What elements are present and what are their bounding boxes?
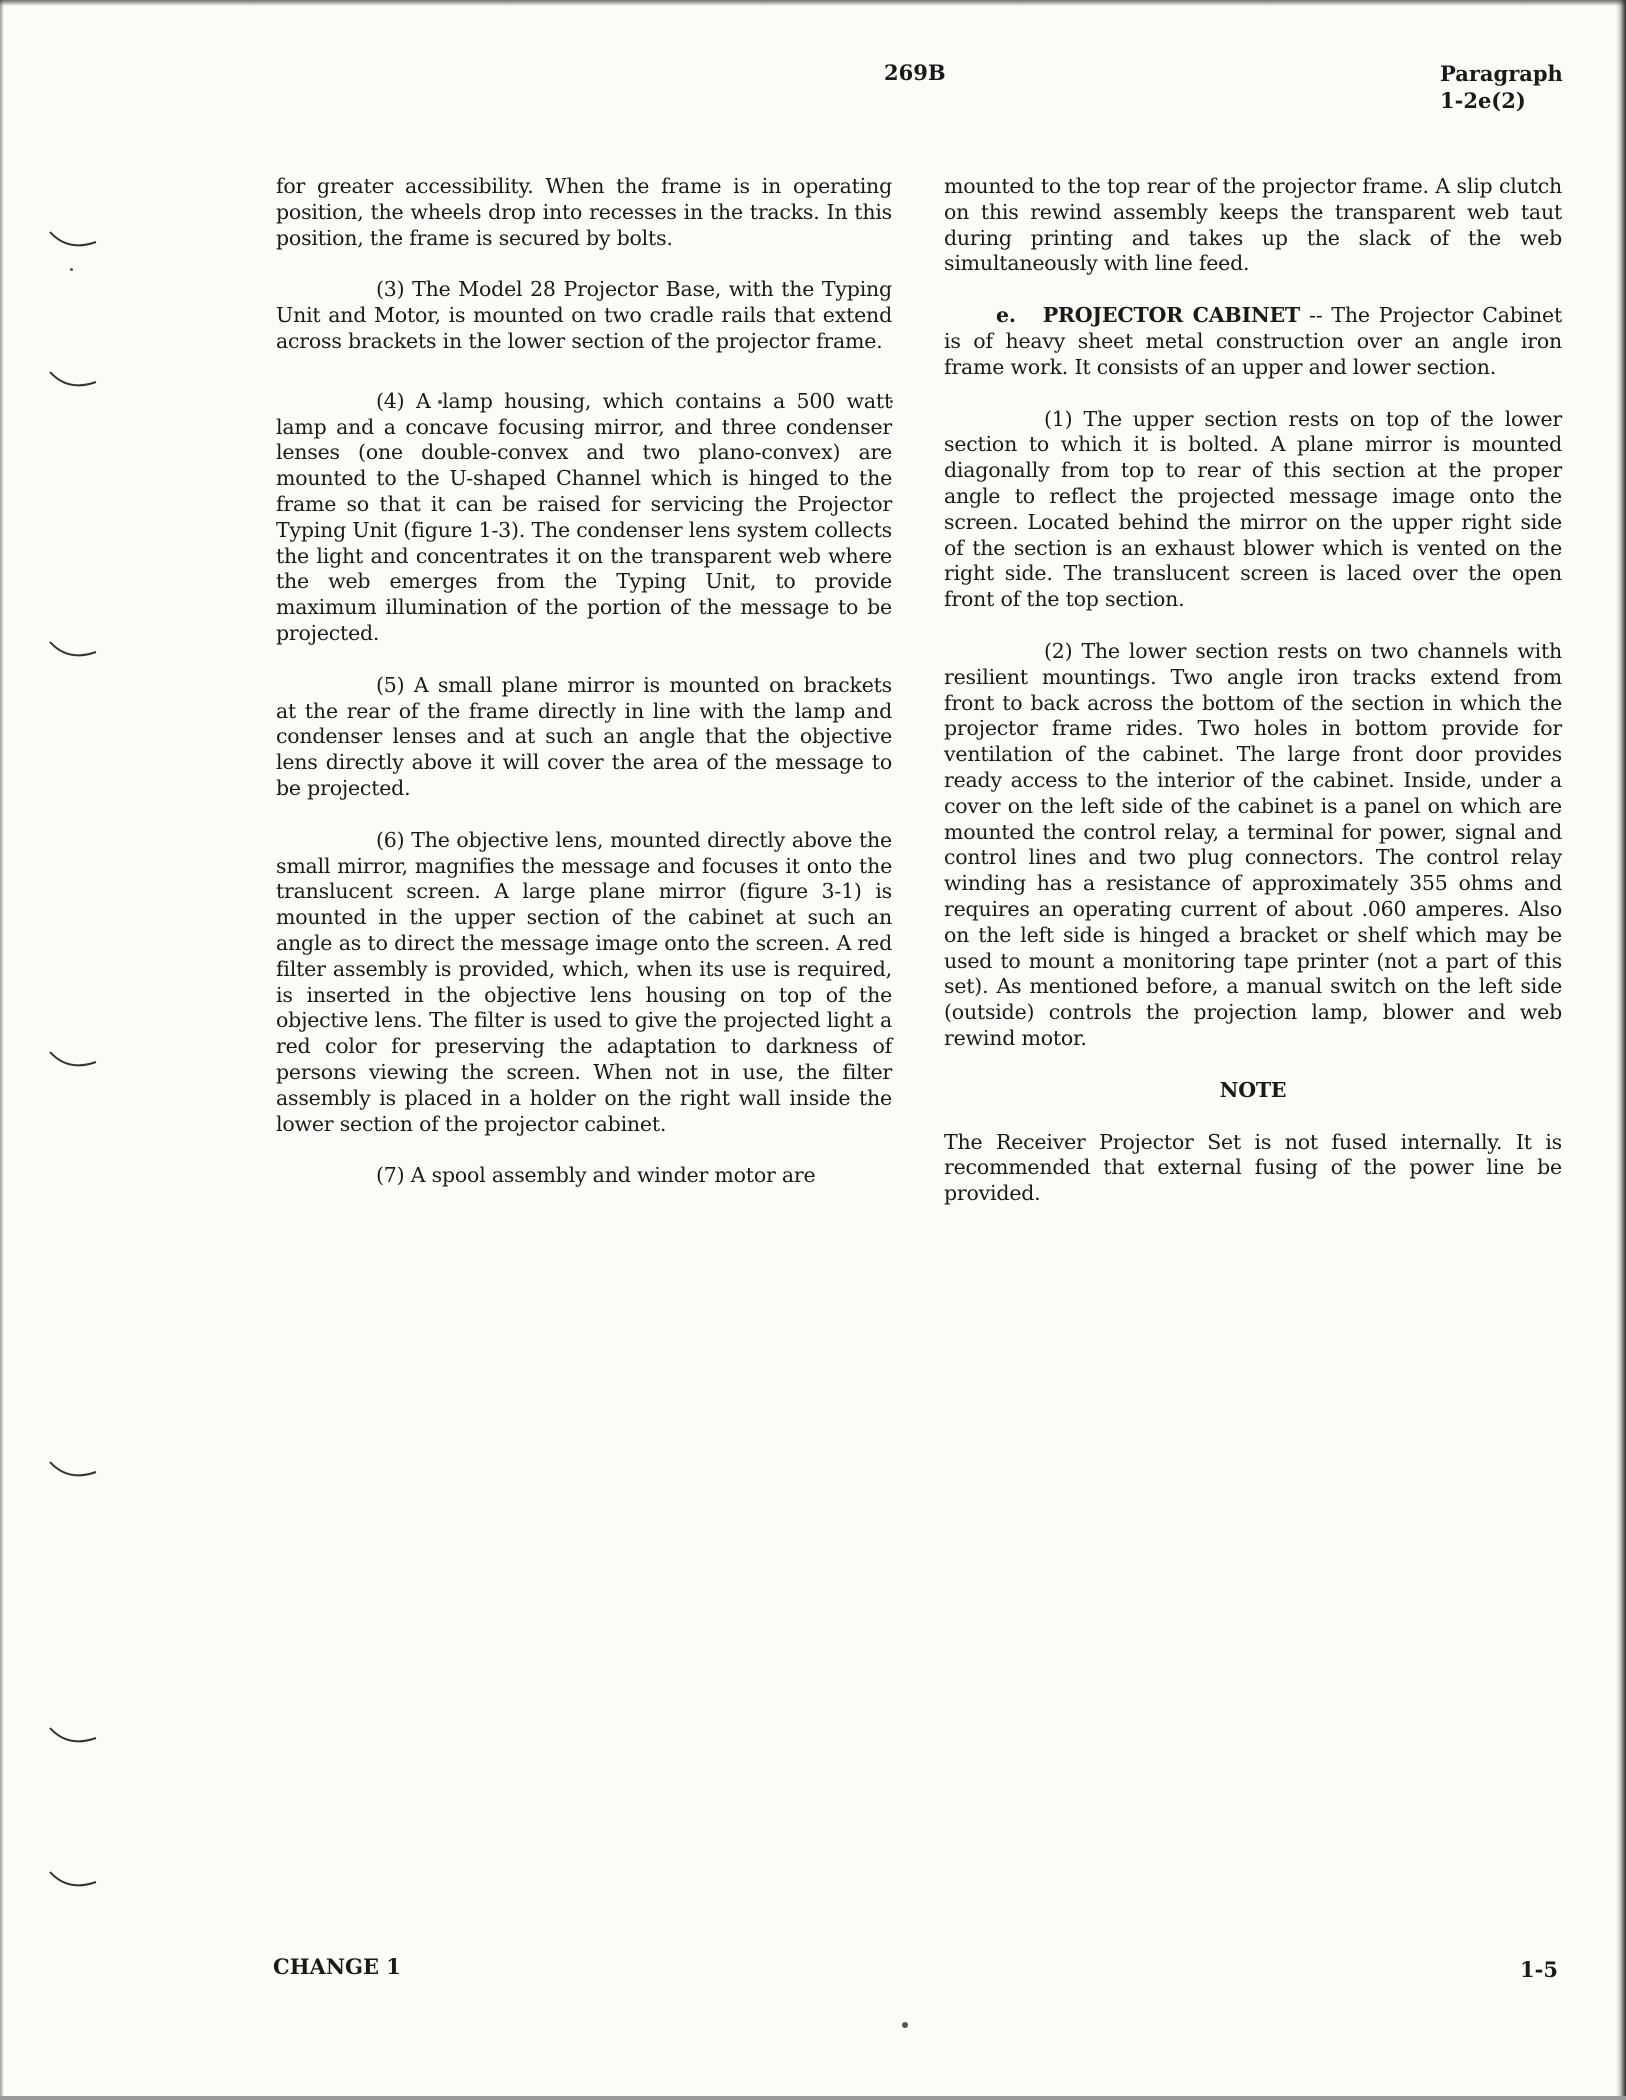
punch-hole-mark bbox=[46, 1862, 98, 1898]
punch-hole-mark bbox=[46, 222, 98, 258]
left-column bbox=[276, 174, 892, 1215]
paragraph: (6) The objective lens, mounted directly above the small mirror, magnifies the message and focuses it onto the translucent screen. A large plane mirror (figure 3-1) is mounted in the upper section of the cabinet at such an angle as to direct the message image onto the screen. A red filter assembly is provided, which, when its use is required, is inserted in the objective lens housing on top of the objective lens. The filter is used to give the projected light a red color for preserving the adaptation to darkness of persons viewing the screen. When not in use, the filter assembly is placed in a holder on the right wall inside the lower section of the projector cabinet. bbox=[276, 827, 892, 1136]
punch-hole-mark bbox=[46, 1718, 98, 1754]
scan-border-right bbox=[1616, 0, 1626, 2100]
punch-hole-mark bbox=[46, 1042, 98, 1078]
paragraph: for greater accessibility. When the frame is in operating position, the wheels drop into recesses in the tracks. In this position, the frame is secured by bolts. bbox=[276, 174, 892, 250]
change-label: CHANGE 1 bbox=[273, 1954, 401, 1979]
punch-hole-mark bbox=[46, 362, 98, 398]
right-column bbox=[944, 174, 1562, 1233]
punch-hole-mark bbox=[46, 1452, 98, 1488]
paragraph: (1) The upper section rests on top of the lower section to which it is bolted. A plane mirror is mounted diagonally from top to rear of this section at the proper angle to reflect the projected message image onto the screen. Located behind the mirror on the upper right side of the section is an exhaust blower which is vented on the right side. The translucent screen is laced over the open front of the top section. bbox=[944, 406, 1562, 612]
scan-border-top bbox=[0, 0, 1626, 6]
paragraph: (7) A spool assembly and winder motor are bbox=[376, 1163, 816, 1188]
paragraph-label: Paragraph bbox=[1440, 61, 1563, 86]
scan-border-left bbox=[0, 0, 4, 2100]
paragraph: mounted to the top rear of the projector frame. A slip clutch on this rewind assembly keeps the transparent web taut during printing and takes up the slack of the web simultaneously with line feed. bbox=[944, 174, 1562, 276]
note-text: The Receiver Projector Set is not fused internally. It is recommended that external fusing of the power line be provided. bbox=[944, 1129, 1562, 1206]
section-paragraph bbox=[944, 303, 1562, 380]
paragraph-number: 1-2e(2) bbox=[1440, 88, 1526, 113]
paragraph: (3) The Model 28 Projector Base, with the Typing Unit and Motor, is mounted on two cradle rails that extend across brackets in the lower section of the projector frame. bbox=[276, 277, 892, 353]
scan-speck bbox=[70, 268, 73, 271]
scan-border-bottom bbox=[0, 2096, 1626, 2100]
document-id: 269B bbox=[884, 60, 946, 85]
section-label: e. bbox=[996, 303, 1016, 328]
paragraph: (5) A small plane mirror is mounted on brackets at the rear of the frame directly in line with the lamp and condenser lenses and at such an angle that the objective lens directly above it will cover the area of the message to be projected. bbox=[276, 672, 892, 800]
paragraph: (4) A lamp housing, which contains a 500 watt lamp and a concave focusing mirror, and three condenser lenses (one double-convex and two plano-convex) are mounted to the U-shaped Channel which is hinged to the frame so that it can be raised for servicing the Projector Typing Unit (figure 1-3). The condenser lens system collects the light and concentrates it on the transparent web where the web emerges from the Typing Unit, to provide maximum illumination of the portion of the message to be projected. bbox=[276, 388, 892, 645]
punch-hole-mark bbox=[46, 632, 98, 668]
section-text: -- The Projector Cabinet is of heavy sheet metal construction over an angle iron frame work. It consists of an upper and lower section. bbox=[944, 303, 1563, 379]
section-heading: PROJECTOR CABINET bbox=[1042, 303, 1300, 328]
note-heading: NOTE bbox=[1219, 1077, 1287, 1102]
scan-speck bbox=[902, 2022, 908, 2028]
paragraph: (2) The lower section rests on two channels with resilient mountings. Two angle iron tracks extend from front to back across the bottom of the section in which the projector frame rides. Two holes in bottom provide for ventilation of the cabinet. The large front door provides ready access to the interior of the cabinet. Inside, under a cover on the left side of the cabinet is a panel on which are mounted the control relay, a terminal for power, signal and control lines and two plug connectors. The control relay winding has a resistance of approximately 355 ohms and requires an operating current of about .060 amperes. Also on the left side is hinged a bracket or shelf which may be used to mount a monitoring tape printer (not a part of this set). As mentioned before, a manual switch on the left side (outside) controls the projection lamp, blower and web rewind motor. bbox=[944, 638, 1562, 1050]
paragraph-reference bbox=[1440, 60, 1563, 114]
page-number: 1-5 bbox=[1520, 1957, 1558, 1982]
